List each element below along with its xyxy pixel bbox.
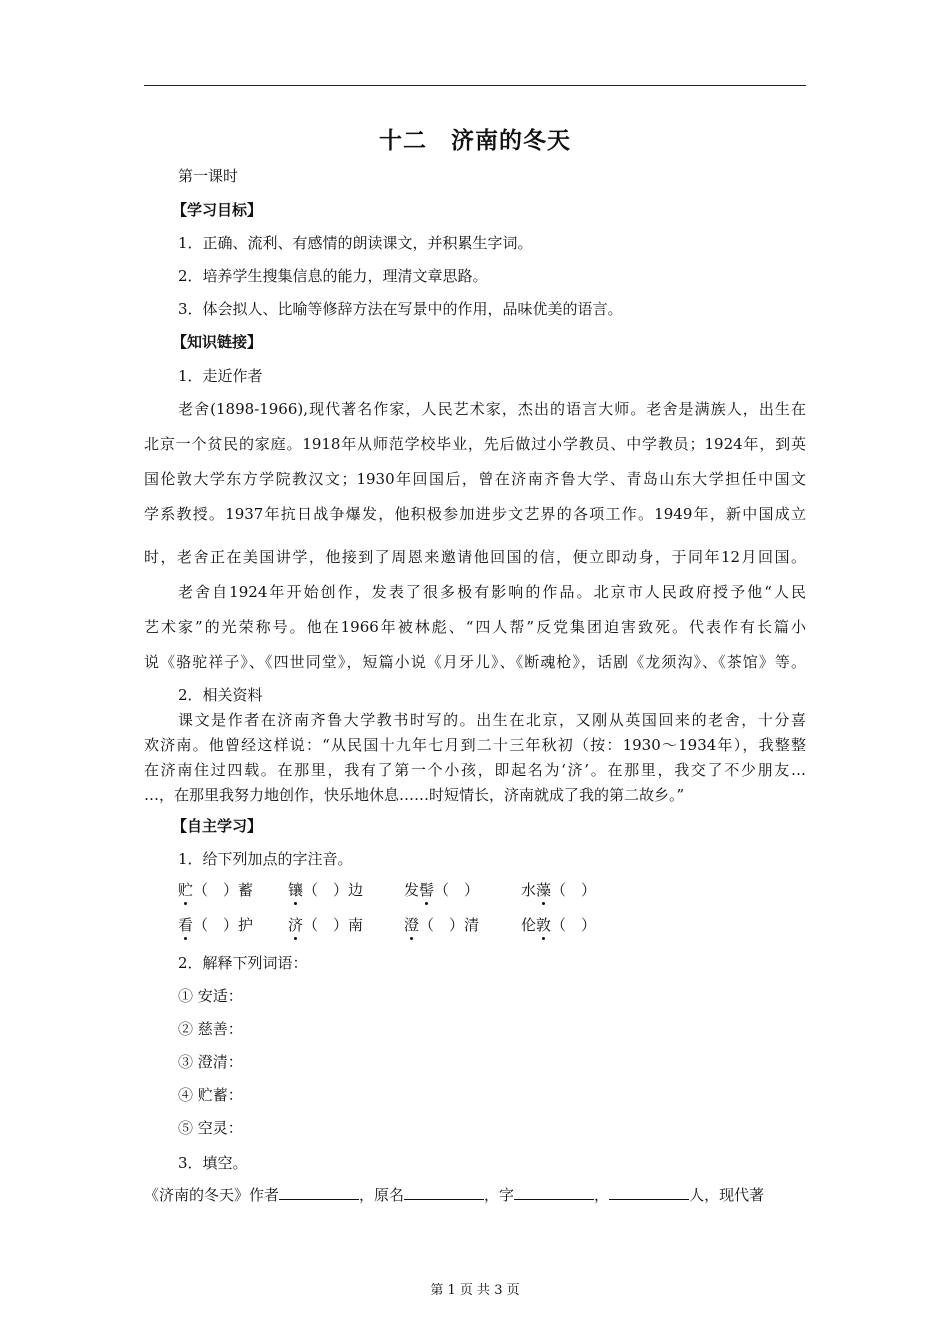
author-paragraph-line: 老舍自1924年开始创作，发表了很多极有影响的作品。北京市人民政府授予他“人民 [178, 583, 806, 601]
question-2: 2．解释下列词语： [178, 954, 308, 972]
blank-field[interactable] [279, 1185, 359, 1200]
material-paragraph-line: 欢济南。他曾经这样说：“从民国十九年七月到二十三年秋初（按：1930～1934年），我整整 [144, 736, 806, 754]
author-paragraph-line: 学系教授。1937年抗日战争爆发，他积极参加进步文艺界的各项工作。1949年，新中国成立 [144, 505, 806, 523]
term-item: ② 慈善： [178, 1020, 243, 1038]
pinyin-item: 伦敦（ ） [521, 916, 597, 934]
pinyin-item: 看（ ）护 [178, 916, 254, 934]
term-item: ⑤ 空灵： [178, 1119, 243, 1137]
pinyin-item: 镶（ ）边 [288, 881, 364, 899]
pinyin-item: 水藻（ ） [521, 881, 597, 899]
fill-blank-line: 《济南的冬天》作者 ，原名 ，字 ， 人，现代著 [144, 1186, 765, 1204]
question-3: 3．填空。 [178, 1154, 248, 1172]
blank-field[interactable] [609, 1185, 689, 1200]
term-item: ④ 贮蓄： [178, 1086, 243, 1104]
material-paragraph-line: …，在那里我努力地创作，快乐地休息……时短情长，济南就成了我的第二故乡。” [144, 786, 685, 804]
pinyin-item: 发髻（ ） [404, 881, 480, 899]
author-paragraph-line: 艺术家”的光荣称号。他在1966年被林彪、“四人帮”反党集团迫害致死。代表作有长篇小 [144, 618, 806, 636]
author-paragraph-line: 老舍(1898-1966),现代著名作家，人民艺术家，杰出的语言大师。老舍是满族人，出生在 [178, 400, 806, 418]
blank-field[interactable] [514, 1185, 594, 1200]
blank-field[interactable] [404, 1185, 484, 1200]
pinyin-item: 济（ ）南 [288, 916, 364, 934]
author-paragraph-line: 北京一个贫民的家庭。1918年从师范学校毕业，先后做过小学教员、中学教员；1924年，到英 [144, 435, 806, 453]
author-paragraph-line: 说《骆驼祥子》、《四世同堂》，短篇小说《月牙儿》、《断魂枪》，话剧《龙须沟》、《茶馆》等。 [144, 653, 806, 671]
question-1: 1．给下列加点的字注音。 [178, 850, 353, 868]
page-title: 十二 济南的冬天 [379, 128, 571, 154]
lesson-label: 第一课时 [178, 167, 239, 185]
term-item: ① 安适： [178, 987, 243, 1005]
pinyin-item: 澄（ ）清 [404, 916, 480, 934]
material-paragraph-line: 在济南住过四载。在那里，我有了第一个小孩，即起名为‘济’。在那里，我交了不少朋友… [144, 761, 806, 779]
goal-item: 3．体会拟人、比喻等修辞方法在写景中的作用，品味优美的语言。 [178, 300, 623, 318]
goals-heading: 【学习目标】 [172, 201, 263, 219]
self-study-heading: 【自主学习】 [172, 817, 263, 835]
knowledge-heading: 【知识链接】 [172, 333, 263, 351]
author-paragraph-line: 国伦敦大学东方学院教汉文；1930年回国后，曾在济南齐鲁大学、青岛山东大学担任中国文 [144, 470, 806, 488]
material-paragraph-line: 课文是作者在济南齐鲁大学教书时写的。出生在北京，又刚从英国回来的老舍，十分喜 [178, 711, 806, 729]
author-heading: 1．走近作者 [178, 367, 263, 385]
term-item: ③ 澄清： [178, 1053, 243, 1071]
goal-item: 2．培养学生搜集信息的能力，理清文章思路。 [178, 267, 488, 285]
pinyin-item: 贮（ ）蓄 [178, 881, 254, 899]
author-paragraph-line: 时，老舍正在美国讲学，他接到了周恩来邀请他回国的信，便立即动身，于同年12月回国。 [144, 548, 806, 566]
header-rule [144, 85, 806, 86]
material-heading: 2．相关资料 [178, 686, 263, 704]
goal-item: 1．正确、流利、有感情的朗读课文，并积累生字词。 [178, 234, 533, 252]
page-footer: 第 1 页 共 3 页 [430, 1283, 520, 1298]
